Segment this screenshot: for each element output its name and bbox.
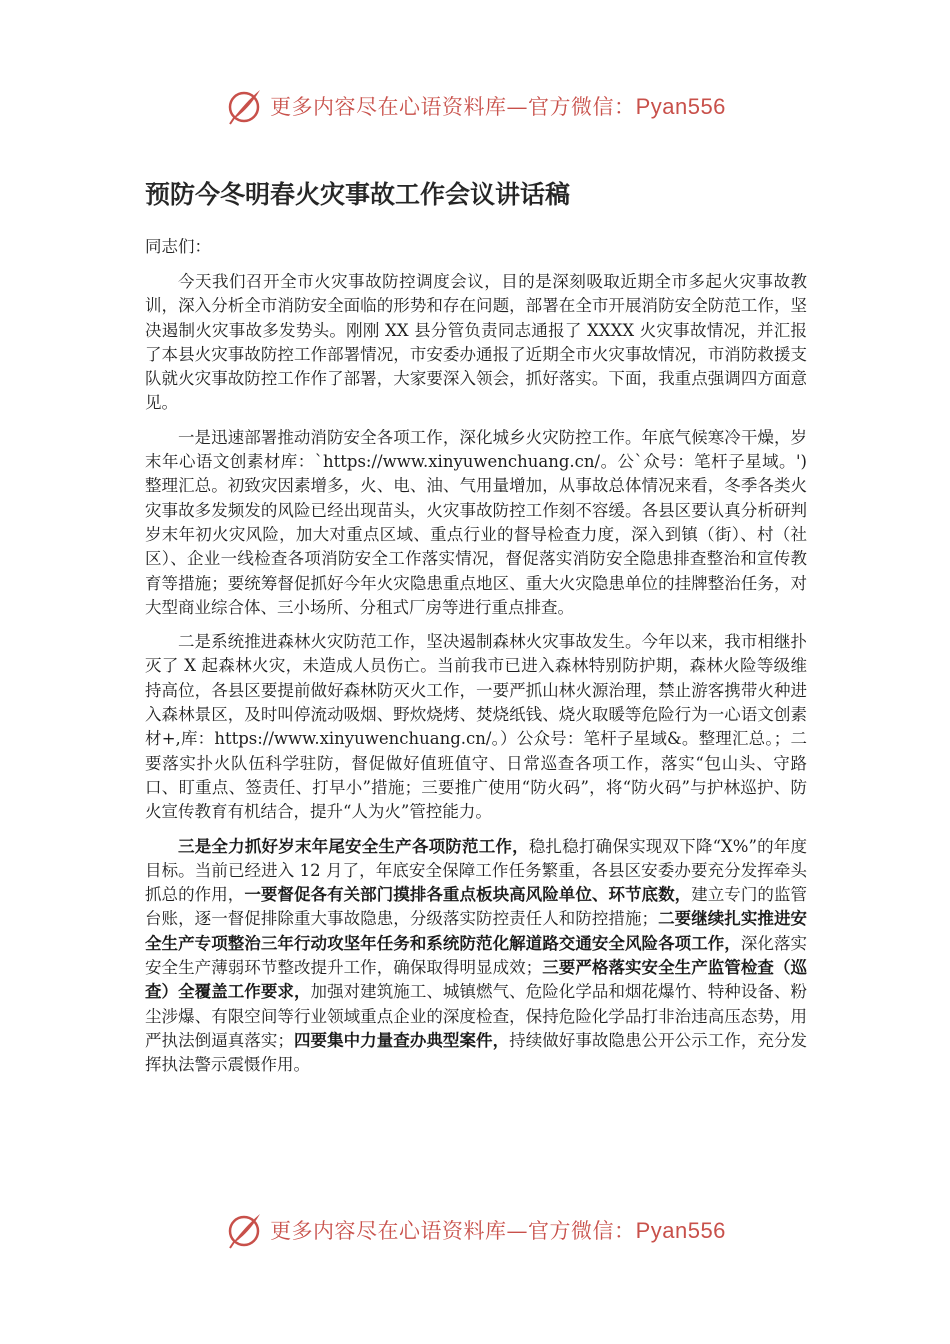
text-run: 加强对建筑施工、城镇燃气、危险化学品和烟花爆竹、特种设备、粉尘涉爆、有限空间等行业领域重点企业的深度检查，保持危险化学品打非治违高压态势，用严执法倒逼真落实； [145,982,808,1050]
paragraph-2: 一是迅速部署推动消防安全各项工作，深化城乡火灾防控工作。年底气候寒冷干燥，岁末年心语文创素材库：`https://www.xinyuwenchuang.cn/。公`众号：笔杆子星域。')整理汇总。初致灾因素增多，火、电、油、气用量增加，从事故总体情况来看，冬季各类火灾事故多发频发的风险已经出现苗头，火灾事故防控工作刻不容缓。各县区要认真分析研判岁末年初火灾风险，加大对重点区域、重点行业的督导检查力度，深入到镇（街）、村（社区）、企业一线检查各项消防安全工作落实情况，督促落实消防安全隐患排查整治和宣传教育等措施；要统筹督促抓好今年火灾隐患重点地区、重大火灾隐患单位的挂牌整治任务，对大型商业综合体、三小场所、分租式厂房等进行重点排查。 [145,427,807,617]
bold-phrase: 四要集中力量查办典型案件， [293,1030,510,1050]
header-banner [0,84,950,128]
footer-banner [0,1208,950,1252]
quill-pen-logo-icon [224,1210,264,1250]
greeting: 同志们： [145,237,211,256]
paragraph-4 [145,835,807,1078]
paragraph-1: 今天我们召开全市火灾事故防控调度会议，目的是深刻吸取近期全市多起火灾事故教训，深入分析全市消防安全面临的形势和存在问题，部署在全市开展消防安全防范工作，坚决遏制火灾事故多发势头。刚刚 XX 县分管负责同志通报了 XXXX 火灾事故情况，并汇报了本县火灾事故防控工作部署情况，市安委办通报了近期全市火灾事故情况，市消防救援支队就火灾事故防控工作作了部署，大家要深入领会，抓好落实。下面，我重点强调四方面意见。 [145,272,807,413]
document-body [145,270,807,1088]
bold-phrase: 一要督促各有关部门摸排各重点板块高风险单位、环节底数， [244,885,692,905]
text-run: 持续做好事故隐患公开公示工作，充分发挥执法警示震慑作用。 [145,1030,808,1075]
text-run: 稳扎稳打确保实现双下降“X%”的年度目标。当前已经进入 12 月了，年底安全保障工作任务繁重，各县区安委办要充分发挥牵头抓总的作用， [145,836,808,905]
text-run: 深化落实安全生产薄弱环节整改提升工作，确保取得明显成效； [145,933,808,978]
bold-phrase: 三要严格落实安全生产监管检查（巡查）全覆盖工作要求， [145,958,808,1002]
banner-text: 更多内容尽在心语资料库—官方微信：Pyan556 [270,94,726,119]
bold-phrase: 二要继续扎实推进安全生产专项整治三年行动攻坚年任务和系统防范化解道路交通安全风险各项工作， [145,909,808,953]
text-run: 建立专门的监管台账，逐一督促排除重大事故隐患，分级落实防控责任人和防控措施； [145,885,808,929]
paragraph-3: 二是系统推进森林火灾防范工作，坚决遏制森林火灾事故发生。今年以来，我市相继扑灭了 X 起森林火灾，未造成人员伤亡。当前我市已进入森林特别防护期，森林火险等级维持高位，各县区要提前做好森林防灭火工作，一要严抓山林火源治理，禁止游客携带火种进入森林景区，及时叫停流动吸烟、野炊烧烤、焚烧纸钱、烧火取暖等危险行为一心语文创素材+,库：https://www.xinyuwenchuang.cn/。）公众号：笔杆子星域&。整理汇总。；二要落实扑火队伍科学驻防，督促做好值班值守、日常巡查各项工作，落实“包山头、守路口、盯重点、签责任、打早小”措施；三要推广使用“防火码”，将“防火码”与护林巡护、防火宣传教育有机结合，提升“人为火”管控能力。 [145,632,807,822]
quill-pen-logo-icon [224,86,264,126]
document-title: 预防今冬明春火灾事故工作会议讲话稿 [145,180,571,209]
banner-text: 更多内容尽在心语资料库—官方微信：Pyan556 [270,1218,726,1243]
bold-phrase: 三是全力抓好岁末年尾安全生产各项防范工作， [178,836,529,856]
